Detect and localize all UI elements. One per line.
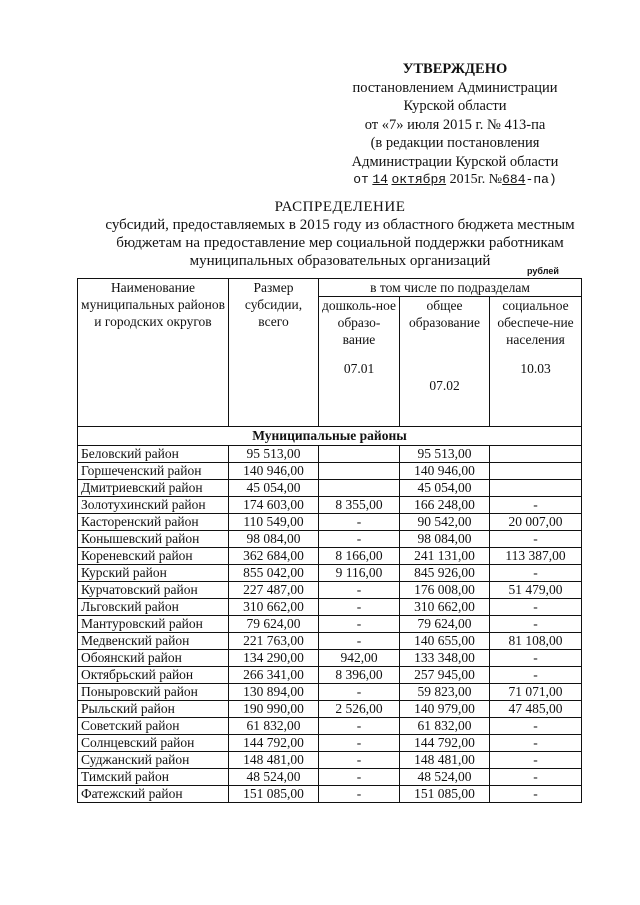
table-row xyxy=(78,565,582,582)
cell-name: Фатежский район xyxy=(78,786,229,803)
cell-c2: 241 131,00 xyxy=(400,548,490,565)
cell-c2: 310 662,00 xyxy=(400,599,490,616)
section-title: Муниципальные районы xyxy=(78,427,582,446)
header-general-code: 07.02 xyxy=(429,378,460,393)
table-row xyxy=(78,684,582,701)
cell-c1: 8 396,00 xyxy=(319,667,400,684)
cell-total: 48 524,00 xyxy=(229,769,319,786)
cell-c3: 20 007,00 xyxy=(490,514,582,531)
table-row xyxy=(78,446,582,463)
cell-total: 190 990,00 xyxy=(229,701,319,718)
table-row xyxy=(78,582,582,599)
header-social-code: 10.03 xyxy=(520,361,551,376)
cell-c1: 9 116,00 xyxy=(319,565,400,582)
cell-total: 130 894,00 xyxy=(229,684,319,701)
cell-name: Касторенский район xyxy=(78,514,229,531)
cell-c3: 71 071,00 xyxy=(490,684,582,701)
cell-c1: 2 526,00 xyxy=(319,701,400,718)
cell-c3 xyxy=(490,446,582,463)
cell-name: Горшеченский район xyxy=(78,463,229,480)
cell-name: Курский район xyxy=(78,565,229,582)
cell-total: 148 481,00 xyxy=(229,752,319,769)
cell-c3: 113 387,00 xyxy=(490,548,582,565)
approval-month: октября xyxy=(391,172,447,187)
cell-c3: - xyxy=(490,769,582,786)
cell-total: 221 763,00 xyxy=(229,633,319,650)
cell-c3: 47 485,00 xyxy=(490,701,582,718)
table-row xyxy=(78,633,582,650)
cell-c2: 95 513,00 xyxy=(400,446,490,463)
header-general xyxy=(400,297,490,427)
cell-c3: - xyxy=(490,565,582,582)
cell-total: 95 513,00 xyxy=(229,446,319,463)
cell-c2: 140 979,00 xyxy=(400,701,490,718)
cell-name: Солнцевский район xyxy=(78,735,229,752)
header-preschool xyxy=(319,297,400,427)
cell-c2: 176 008,00 xyxy=(400,582,490,599)
cell-c1: - xyxy=(319,599,400,616)
cell-c2: 144 792,00 xyxy=(400,735,490,752)
cell-c1: 942,00 xyxy=(319,650,400,667)
cell-name: Советский район xyxy=(78,718,229,735)
approval-year: 2015г. № xyxy=(449,172,503,187)
approval-line-4: (в редакции постановления xyxy=(370,135,540,151)
approval-stamp xyxy=(330,60,580,190)
cell-c3: - xyxy=(490,531,582,548)
cell-c2: 45 054,00 xyxy=(400,480,490,497)
cell-c2: 140 655,00 xyxy=(400,633,490,650)
cell-c2: 98 084,00 xyxy=(400,531,490,548)
cell-name: Поныровский район xyxy=(78,684,229,701)
title-line-1: субсидий, предоставляемых в 2015 году из областного бюджета местным xyxy=(105,217,575,233)
cell-total: 362 684,00 xyxy=(229,548,319,565)
cell-c1: - xyxy=(319,735,400,752)
approval-line-2: Курской области xyxy=(403,98,507,114)
cell-c2: 257 945,00 xyxy=(400,667,490,684)
cell-name: Дмитриевский район xyxy=(78,480,229,497)
title-heading: РАСПРЕДЕЛЕНИЕ xyxy=(274,199,406,215)
header-general-label: общее образование xyxy=(409,298,480,330)
header-social xyxy=(490,297,582,427)
cell-c2: 151 085,00 xyxy=(400,786,490,803)
cell-c3: - xyxy=(490,599,582,616)
cell-c1: - xyxy=(319,752,400,769)
cell-c1 xyxy=(319,480,400,497)
cell-total: 151 085,00 xyxy=(229,786,319,803)
cell-c2: 845 926,00 xyxy=(400,565,490,582)
cell-c1: - xyxy=(319,514,400,531)
approval-day: 14 xyxy=(372,172,388,187)
cell-c3: - xyxy=(490,497,582,514)
cell-c2: 148 481,00 xyxy=(400,752,490,769)
cell-c1: - xyxy=(319,582,400,599)
cell-total: 134 290,00 xyxy=(229,650,319,667)
cell-c3: - xyxy=(490,616,582,633)
cell-c1: - xyxy=(319,684,400,701)
table-row xyxy=(78,514,582,531)
table-row xyxy=(78,497,582,514)
cell-total: 310 662,00 xyxy=(229,599,319,616)
document-title xyxy=(60,198,620,270)
cell-c1: 8 166,00 xyxy=(319,548,400,565)
title-line-3: муниципальных образовательных организаций xyxy=(189,253,491,269)
table-row xyxy=(78,531,582,548)
cell-name: Мантуровский район xyxy=(78,616,229,633)
cell-c3: - xyxy=(490,752,582,769)
cell-c2: 59 823,00 xyxy=(400,684,490,701)
table-row xyxy=(78,786,582,803)
approval-number: 684 xyxy=(502,172,526,187)
cell-name: Золотухинский район xyxy=(78,497,229,514)
approval-suffix: -па) xyxy=(525,172,557,187)
table-row xyxy=(78,701,582,718)
cell-c3: 81 108,00 xyxy=(490,633,582,650)
cell-c1: - xyxy=(319,769,400,786)
cell-c3 xyxy=(490,463,582,480)
cell-total: 227 487,00 xyxy=(229,582,319,599)
title-line-2: бюджетам на предоставление мер социальной поддержки работникам xyxy=(116,235,564,251)
table-row xyxy=(78,463,582,480)
cell-name: Курчатовский район xyxy=(78,582,229,599)
cell-c1: - xyxy=(319,531,400,548)
cell-c3: - xyxy=(490,735,582,752)
cell-c1: - xyxy=(319,786,400,803)
header-preschool-label: дошколь-ное образо-вание xyxy=(322,298,396,347)
cell-c2: 166 248,00 xyxy=(400,497,490,514)
approval-line-5: Администрации Курской области xyxy=(351,153,559,170)
cell-total: 140 946,00 xyxy=(229,463,319,480)
cell-name: Октябрьский район xyxy=(78,667,229,684)
cell-name: Медвенский район xyxy=(78,633,229,650)
cell-c2: 133 348,00 xyxy=(400,650,490,667)
cell-c3: - xyxy=(490,786,582,803)
cell-name: Беловский район xyxy=(78,446,229,463)
cell-c3: - xyxy=(490,718,582,735)
header-group: в том числе по подразделам xyxy=(319,279,582,297)
section-row xyxy=(78,427,582,446)
cell-name: Рыльский район xyxy=(78,701,229,718)
cell-total: 855 042,00 xyxy=(229,565,319,582)
cell-c3: - xyxy=(490,667,582,684)
subsidy-table xyxy=(77,278,582,803)
table-header-row-1 xyxy=(78,279,582,297)
cell-c2: 90 542,00 xyxy=(400,514,490,531)
header-social-label: социальное обеспече-ние населения xyxy=(497,298,574,347)
table-row xyxy=(78,548,582,565)
cell-total: 174 603,00 xyxy=(229,497,319,514)
approval-from: от xyxy=(353,172,369,187)
table-row xyxy=(78,735,582,752)
cell-c2: 48 524,00 xyxy=(400,769,490,786)
table-row xyxy=(78,769,582,786)
table-row xyxy=(78,718,582,735)
approval-line-6 xyxy=(330,171,580,190)
cell-c1 xyxy=(319,446,400,463)
units-label: рублей xyxy=(527,266,559,276)
table-row xyxy=(78,752,582,769)
cell-total: 266 341,00 xyxy=(229,667,319,684)
cell-name: Льговский район xyxy=(78,599,229,616)
header-total: Размер субсидии, всего xyxy=(229,279,319,427)
header-name: Наименование муниципальных районов и городских округов xyxy=(78,279,229,427)
cell-total: 98 084,00 xyxy=(229,531,319,548)
cell-c3: 51 479,00 xyxy=(490,582,582,599)
cell-total: 61 832,00 xyxy=(229,718,319,735)
table-row xyxy=(78,667,582,684)
cell-name: Тимский район xyxy=(78,769,229,786)
cell-name: Конышевский район xyxy=(78,531,229,548)
cell-c2: 140 946,00 xyxy=(400,463,490,480)
header-preschool-code: 07.01 xyxy=(343,361,375,376)
cell-c3 xyxy=(490,480,582,497)
cell-total: 79 624,00 xyxy=(229,616,319,633)
cell-c1 xyxy=(319,463,400,480)
cell-c1: 8 355,00 xyxy=(319,497,400,514)
approval-line-1: постановлением Администрации xyxy=(352,79,558,96)
approval-line-3: от «7» июля 2015 г. № 413-па xyxy=(364,116,546,133)
cell-total: 144 792,00 xyxy=(229,735,319,752)
cell-total: 45 054,00 xyxy=(229,480,319,497)
cell-c1: - xyxy=(319,616,400,633)
table-row xyxy=(78,650,582,667)
cell-total: 110 549,00 xyxy=(229,514,319,531)
cell-c1: - xyxy=(319,718,400,735)
cell-c2: 79 624,00 xyxy=(400,616,490,633)
table-row xyxy=(78,480,582,497)
cell-name: Кореневский район xyxy=(78,548,229,565)
cell-name: Суджанский район xyxy=(78,752,229,769)
table-row xyxy=(78,616,582,633)
cell-c1: - xyxy=(319,633,400,650)
approval-heading: УТВЕРЖДЕНО xyxy=(402,61,508,77)
cell-name: Обоянский район xyxy=(78,650,229,667)
cell-c3: - xyxy=(490,650,582,667)
cell-c2: 61 832,00 xyxy=(400,718,490,735)
table-row xyxy=(78,599,582,616)
